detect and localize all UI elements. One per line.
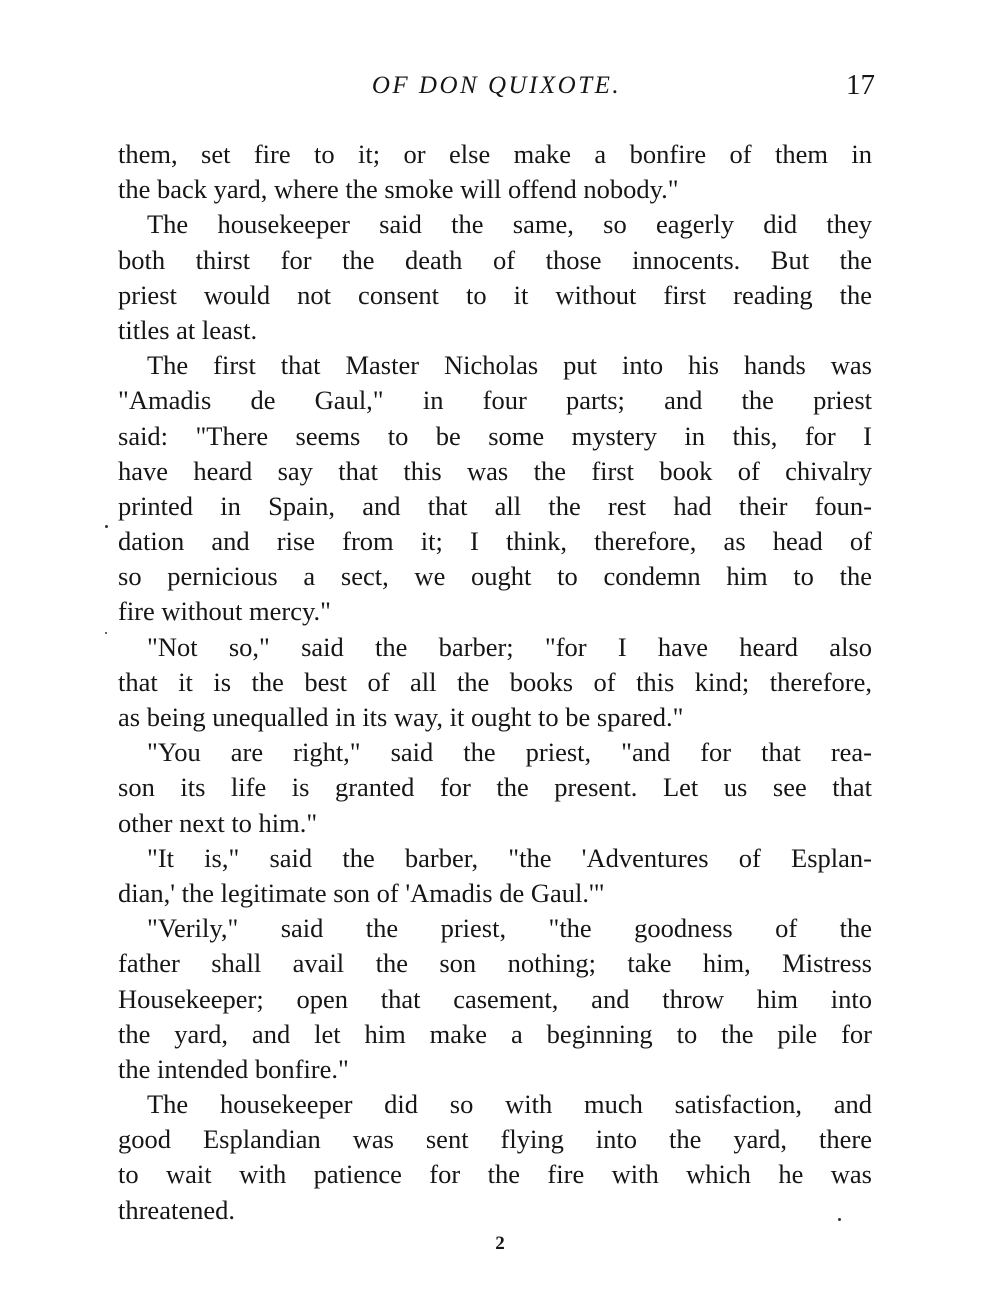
text-line: father shall avail the son nothing; take him, Mistress bbox=[118, 948, 872, 979]
print-speck bbox=[838, 1218, 841, 1221]
text-line: good Esplandian was sent flying into the yard, there bbox=[118, 1124, 872, 1155]
print-speck bbox=[105, 525, 108, 528]
paragraph bbox=[118, 348, 872, 630]
text-line: the intended bonfire." bbox=[118, 1053, 349, 1084]
text-line: the back yard, where the smoke will offend nobody." bbox=[118, 174, 679, 205]
text-line: so pernicious a sect, we ought to condemn him to the bbox=[118, 561, 872, 592]
paragraph bbox=[118, 735, 872, 841]
running-head bbox=[118, 69, 875, 108]
text-line: threatened. bbox=[118, 1194, 235, 1225]
text-line: dian,' the legitimate son of 'Amadis de Gaul.'" bbox=[118, 877, 605, 908]
text-line: dation and rise from it; I think, therefore, as head of bbox=[118, 526, 872, 557]
print-speck bbox=[105, 632, 107, 634]
paragraph bbox=[118, 137, 872, 207]
signature-mark: 2 bbox=[495, 1233, 505, 1254]
text-line: "You are right," said the priest, "and for that rea- bbox=[147, 737, 872, 768]
text-line: printed in Spain, and that all the rest had their foun- bbox=[118, 490, 872, 521]
text-line: them, set fire to it; or else make a bonfire of them in bbox=[118, 139, 872, 169]
text-line: Housekeeper; open that casement, and throw him into bbox=[118, 983, 872, 1014]
text-line: The housekeeper did so with much satisfaction, and bbox=[147, 1089, 872, 1120]
paragraph bbox=[118, 841, 872, 911]
text-line: other next to him." bbox=[118, 807, 318, 838]
body-text bbox=[118, 137, 872, 1228]
text-line: The first that Master Nicholas put into his hands was bbox=[147, 350, 872, 381]
paragraph bbox=[118, 1087, 872, 1228]
text-line: that it is the best of all the books of this kind; therefore, bbox=[118, 666, 872, 697]
running-title: OF DON QUIXOTE. bbox=[371, 72, 622, 99]
text-line: as being unequalled in its way, it ought to be spared." bbox=[118, 702, 684, 732]
text-line: priest would not consent to it without first reading the bbox=[118, 279, 872, 310]
text-line: fire without mercy." bbox=[118, 596, 331, 627]
text-line: both thirst for the death of those innocents. But the bbox=[118, 244, 872, 275]
text-line: "It is," said the barber, "the 'Adventures of Esplan- bbox=[147, 842, 872, 873]
text-line: titles at least. bbox=[118, 314, 258, 345]
text-line: son its life is granted for the present. Let us see that bbox=[118, 772, 872, 803]
paragraph bbox=[118, 911, 872, 1087]
text-line: The housekeeper said the same, so eagerly did they bbox=[147, 209, 872, 240]
text-line: have heard say that this was the first book of chivalry bbox=[118, 455, 872, 486]
paragraph bbox=[118, 207, 872, 348]
text-line: "Verily," said the priest, "the goodness of the bbox=[147, 913, 872, 944]
text-line: said: "There seems to be some mystery in this, for I bbox=[118, 420, 872, 451]
text-line: to wait with patience for the fire with which he was bbox=[118, 1159, 872, 1190]
text-line: "Not so," said the barber; "for I have heard also bbox=[147, 631, 872, 662]
text-line: the yard, and let him make a beginning to the pile for bbox=[118, 1018, 872, 1049]
text-line: "Amadis de Gaul," in four parts; and the priest bbox=[118, 385, 872, 416]
page-number: 17 bbox=[846, 69, 875, 101]
paragraph bbox=[118, 630, 872, 736]
